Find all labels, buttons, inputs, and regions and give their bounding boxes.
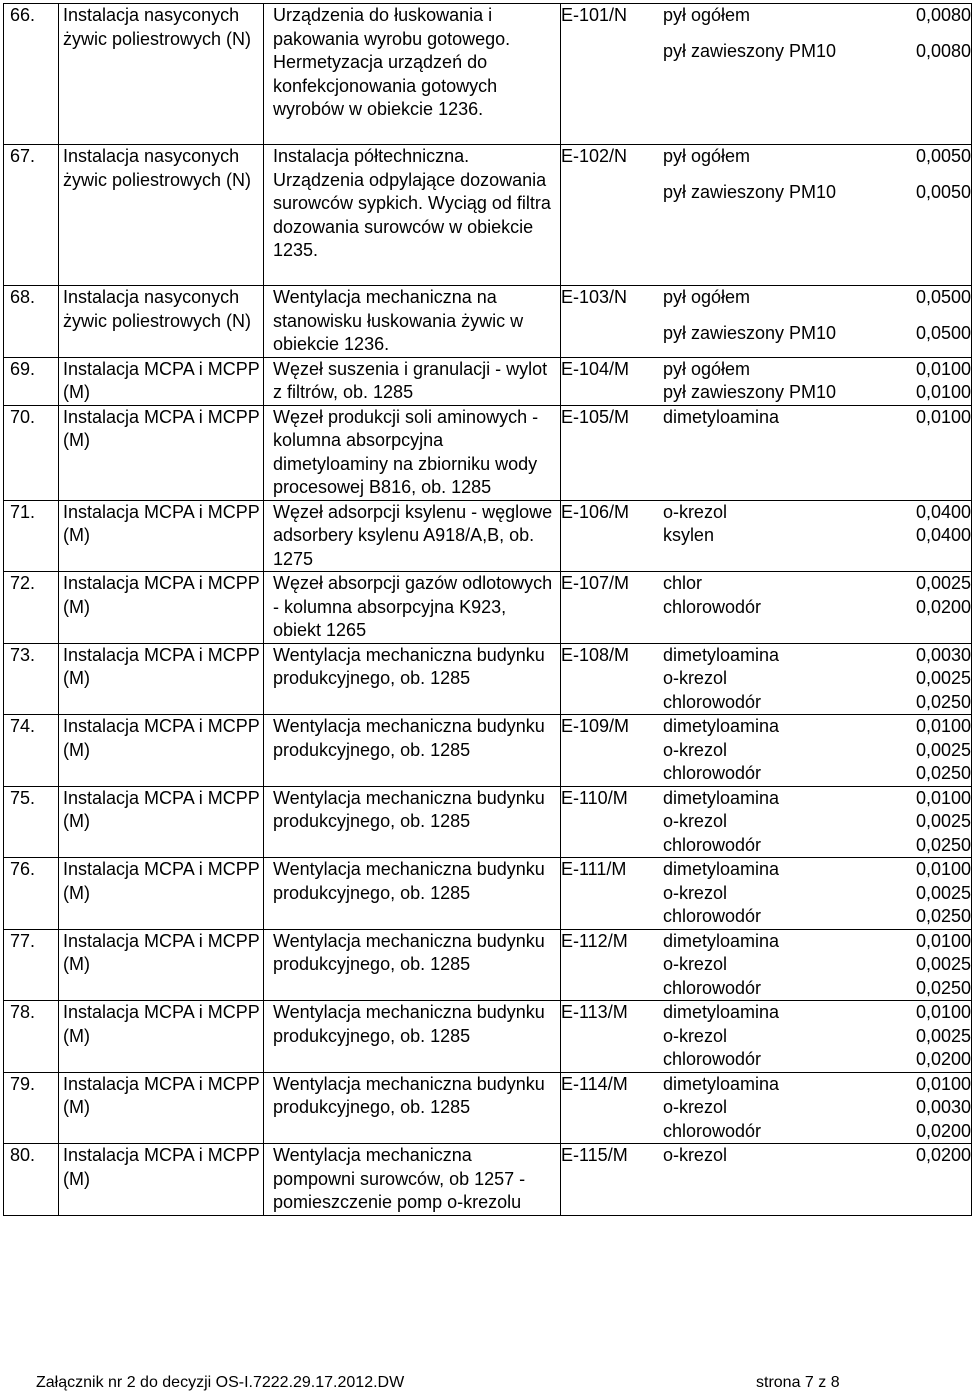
emission-value: 0,0250 bbox=[915, 763, 971, 783]
emitter-code: E-115/M bbox=[561, 1145, 628, 1165]
substance-row bbox=[561, 930, 971, 954]
emitter-substances bbox=[561, 286, 971, 345]
emitter-substances bbox=[561, 501, 971, 548]
emitter-code: E-109/M bbox=[561, 716, 630, 736]
row-number: 71. bbox=[4, 500, 59, 572]
row-number: 66. bbox=[4, 4, 59, 145]
table-row bbox=[4, 715, 972, 787]
substance-row bbox=[561, 4, 971, 28]
emission-value: 0,0025 bbox=[915, 668, 971, 688]
substance-row bbox=[561, 310, 971, 346]
emitter-cell bbox=[561, 145, 972, 286]
substance-name: chlor bbox=[662, 573, 702, 593]
substance-row bbox=[561, 381, 971, 405]
emission-source: Wentylacja mechaniczna budynku produkcyjnego, ob. 1285 bbox=[264, 858, 561, 930]
substance-row bbox=[561, 358, 971, 382]
emission-value: 0,0025 bbox=[915, 811, 971, 831]
emitter-code: E-111/M bbox=[561, 859, 627, 879]
substance-name: pył ogółem bbox=[662, 146, 750, 166]
row-number: 68. bbox=[4, 286, 59, 358]
emitter-code bbox=[561, 739, 663, 763]
emitter-code: E-104/M bbox=[561, 358, 630, 379]
substance-row bbox=[561, 691, 971, 715]
emitter-code bbox=[561, 834, 663, 858]
substance-name: dimetyloamina bbox=[662, 859, 779, 879]
substance-name: ksylen bbox=[662, 525, 714, 545]
row-number: 76. bbox=[4, 858, 59, 930]
substance-name: o-krezol bbox=[662, 668, 727, 688]
emitter-code bbox=[561, 169, 663, 205]
emission-value: 0,0200 bbox=[915, 596, 971, 617]
emission-table bbox=[3, 3, 972, 1216]
emitter-code bbox=[561, 381, 663, 405]
substance-row bbox=[561, 977, 971, 1001]
substance-name: pył zawieszony PM10 bbox=[662, 322, 837, 343]
emission-value: 0,0080 bbox=[915, 40, 971, 61]
emitter-substances bbox=[561, 1073, 971, 1144]
emitter-substances bbox=[561, 715, 971, 786]
emission-source: Wentylacja mechaniczna budynku produkcyjnego, ob. 1285 bbox=[264, 1001, 561, 1073]
footer-page-number: strona 7 z 8 bbox=[756, 1374, 840, 1391]
emission-value: 0,0250 bbox=[915, 977, 971, 998]
footer-decision-reference: Załącznik nr 2 do decyzji OS-I.7222.29.17.2012.DW bbox=[36, 1374, 405, 1391]
emitter-code bbox=[561, 667, 663, 691]
substance-row bbox=[561, 739, 971, 763]
emitter-substances bbox=[561, 787, 971, 858]
installation-name: Instalacja MCPA i MCPP (M) bbox=[59, 1144, 264, 1216]
emission-value: 0,0025 bbox=[915, 1025, 971, 1046]
emitter-code bbox=[561, 524, 663, 548]
row-number: 73. bbox=[4, 643, 59, 715]
substance-row bbox=[561, 1144, 971, 1168]
substance-row bbox=[561, 524, 971, 548]
emitter-cell bbox=[561, 286, 972, 358]
row-number: 75. bbox=[4, 786, 59, 858]
substance-name: chlorowodór bbox=[662, 977, 761, 998]
substance-name: o-krezol bbox=[662, 1145, 727, 1165]
substance-name: chlorowodór bbox=[662, 596, 761, 617]
emission-value: 0,0025 bbox=[915, 573, 971, 593]
emission-value: 0,0100 bbox=[915, 358, 971, 379]
substance-name: pył zawieszony PM10 bbox=[662, 181, 837, 202]
emission-source: Wentylacja mechaniczna budynku produkcyjnego, ob. 1285 bbox=[264, 715, 561, 787]
substance-name: dimetyloamina bbox=[662, 1073, 779, 1094]
emitter-substances bbox=[561, 858, 971, 929]
substance-row bbox=[561, 667, 971, 691]
emission-source: Wentylacja mechaniczna pompowni surowców, ob 1257 - pomieszczenie pomp o-krezolu bbox=[264, 1144, 561, 1216]
emitter-cell bbox=[561, 643, 972, 715]
substance-row bbox=[561, 572, 971, 596]
emission-value: 0,0100 bbox=[915, 930, 971, 951]
emission-value: 0,0030 bbox=[915, 1097, 971, 1117]
substance-name: pył ogółem bbox=[662, 287, 750, 307]
substance-name: dimetyloamina bbox=[662, 644, 779, 665]
installation-name: Instalacja MCPA i MCPP (M) bbox=[59, 1072, 264, 1144]
emission-value: 0,0250 bbox=[915, 691, 971, 712]
emission-value: 0,0100 bbox=[915, 716, 971, 736]
substance-name: dimetyloamina bbox=[662, 930, 779, 951]
row-number: 69. bbox=[4, 357, 59, 405]
emission-source: Wentylacja mechaniczna na stanowisku łuskowania żywic w obiekcie 1236. bbox=[264, 286, 561, 358]
substance-row bbox=[561, 501, 971, 525]
emitter-substances bbox=[561, 1001, 971, 1072]
substance-name: o-krezol bbox=[662, 954, 727, 974]
table-row bbox=[4, 405, 972, 500]
emitter-code bbox=[561, 310, 663, 346]
emission-value: 0,0025 bbox=[915, 882, 971, 903]
emitter-code: E-101/N bbox=[561, 5, 628, 25]
installation-name: Instalacja MCPA i MCPP (M) bbox=[59, 715, 264, 787]
emission-value: 0,0100 bbox=[915, 1002, 971, 1022]
row-number: 79. bbox=[4, 1072, 59, 1144]
emitter-cell bbox=[561, 786, 972, 858]
substance-name: dimetyloamina bbox=[662, 1002, 779, 1022]
emitter-code bbox=[561, 905, 663, 929]
substance-row bbox=[561, 28, 971, 64]
emitter-substances bbox=[561, 358, 971, 405]
substance-row bbox=[561, 953, 971, 977]
installation-name: Instalacja MCPA i MCPP (M) bbox=[59, 1001, 264, 1073]
substance-name: dimetyloamina bbox=[662, 716, 779, 736]
substance-name: chlorowodór bbox=[662, 1049, 761, 1069]
emitter-cell bbox=[561, 858, 972, 930]
emitter-substances bbox=[561, 145, 971, 204]
substance-row bbox=[561, 1025, 971, 1049]
installation-name: Instalacja nasyconych żywic poliestrowych (N) bbox=[59, 4, 264, 145]
emitter-code bbox=[561, 1096, 663, 1120]
installation-name: Instalacja MCPA i MCPP (M) bbox=[59, 572, 264, 644]
emission-table-body bbox=[4, 4, 972, 1216]
emitter-code bbox=[561, 1048, 663, 1072]
substance-row bbox=[561, 1001, 971, 1025]
substance-name: chlorowodór bbox=[662, 763, 761, 783]
substance-name: o-krezol bbox=[662, 811, 727, 831]
emitter-code: E-114/M bbox=[561, 1073, 628, 1094]
substance-name: o-krezol bbox=[662, 501, 727, 522]
emission-value: 0,0500 bbox=[915, 287, 971, 307]
emitter-code: E-105/M bbox=[561, 406, 630, 427]
emitter-cell bbox=[561, 715, 972, 787]
emitter-cell bbox=[561, 4, 972, 145]
installation-name: Instalacja MCPA i MCPP (M) bbox=[59, 357, 264, 405]
row-number: 74. bbox=[4, 715, 59, 787]
table-row bbox=[4, 858, 972, 930]
substance-row bbox=[561, 406, 971, 430]
emission-source: Węzeł absorpcji gazów odlotowych - kolumna absorpcyjna K923, obiekt 1265 bbox=[264, 572, 561, 644]
emission-value: 0,0050 bbox=[915, 181, 971, 202]
substance-name: pył ogółem bbox=[662, 358, 750, 379]
substance-name: o-krezol bbox=[662, 1097, 727, 1117]
emission-value: 0,0200 bbox=[915, 1145, 971, 1165]
emission-value: 0,0100 bbox=[915, 382, 971, 402]
emitter-code bbox=[561, 882, 663, 906]
installation-name: Instalacja nasyconych żywic poliestrowych (N) bbox=[59, 286, 264, 358]
row-number: 67. bbox=[4, 145, 59, 286]
row-number: 80. bbox=[4, 1144, 59, 1216]
substance-row bbox=[561, 145, 971, 169]
emitter-substances bbox=[561, 1144, 971, 1168]
table-row bbox=[4, 500, 972, 572]
emission-source: Węzeł adsorpcji ksylenu - węglowe adsorbery ksylenu A918/A,B, ob. 1275 bbox=[264, 500, 561, 572]
substance-row bbox=[561, 1048, 971, 1072]
emitter-substances bbox=[561, 644, 971, 715]
substance-row bbox=[561, 715, 971, 739]
emitter-cell bbox=[561, 500, 972, 572]
installation-name: Instalacja nasyconych żywic poliestrowych (N) bbox=[59, 145, 264, 286]
emitter-code bbox=[561, 762, 663, 786]
emission-source: Wentylacja mechaniczna budynku produkcyjnego, ob. 1285 bbox=[264, 786, 561, 858]
table-row bbox=[4, 1144, 972, 1216]
emission-value: 0,0030 bbox=[915, 644, 971, 665]
emitter-code: E-107/M bbox=[561, 573, 630, 593]
table-row bbox=[4, 572, 972, 644]
substance-name: chlorowodór bbox=[662, 906, 761, 926]
emission-source: Wentylacja mechaniczna budynku produkcyjnego, ob. 1285 bbox=[264, 643, 561, 715]
table-row bbox=[4, 1001, 972, 1073]
substance-name: o-krezol bbox=[662, 882, 727, 903]
emitter-cell bbox=[561, 1144, 972, 1216]
emission-value: 0,0200 bbox=[915, 1049, 971, 1069]
emitter-substances bbox=[561, 572, 971, 619]
emission-value: 0,0200 bbox=[915, 1120, 971, 1141]
emission-source: Wentylacja mechaniczna budynku produkcyjnego, ob. 1285 bbox=[264, 929, 561, 1001]
emission-value: 0,0100 bbox=[915, 1073, 971, 1094]
substance-name: o-krezol bbox=[662, 1025, 727, 1046]
table-row bbox=[4, 1072, 972, 1144]
emission-value: 0,0250 bbox=[915, 834, 971, 855]
substance-row bbox=[561, 882, 971, 906]
substance-name: o-krezol bbox=[662, 739, 727, 760]
substance-name: chlorowodór bbox=[662, 1120, 761, 1141]
table-row bbox=[4, 4, 972, 145]
substance-row bbox=[561, 905, 971, 929]
substance-name: pył zawieszony PM10 bbox=[662, 40, 837, 61]
emission-value: 0,0025 bbox=[915, 739, 971, 760]
substance-row bbox=[561, 762, 971, 786]
emission-source: Instalacja półtechniczna. Urządzenia odpylające dozowania surowców sypkich. Wyciąg od filtra dozowania surowców w obiekcie 1235. bbox=[264, 145, 561, 286]
emitter-code: E-106/M bbox=[561, 501, 630, 522]
substance-row bbox=[561, 644, 971, 668]
emitter-code bbox=[561, 977, 663, 1001]
substance-row bbox=[561, 1120, 971, 1144]
emitter-cell bbox=[561, 405, 972, 500]
emitter-code bbox=[561, 1025, 663, 1049]
substance-name: chlorowodór bbox=[662, 691, 761, 712]
substance-row bbox=[561, 169, 971, 205]
emitter-cell bbox=[561, 572, 972, 644]
emitter-code: E-108/M bbox=[561, 644, 630, 665]
substance-row bbox=[561, 810, 971, 834]
table-row bbox=[4, 357, 972, 405]
emission-source: Wentylacja mechaniczna budynku produkcyjnego, ob. 1285 bbox=[264, 1072, 561, 1144]
emitter-code bbox=[561, 953, 663, 977]
emission-source: Urządzenia do łuskowania i pakowania wyrobu gotowego. Hermetyzacja urządzeń do konfekcjonowania gotowych wyrobów w obiekcie 1236. bbox=[264, 4, 561, 145]
table-row bbox=[4, 145, 972, 286]
substance-row bbox=[561, 1073, 971, 1097]
emission-value: 0,0400 bbox=[915, 525, 971, 545]
table-row bbox=[4, 643, 972, 715]
emitter-cell bbox=[561, 357, 972, 405]
emitter-cell bbox=[561, 929, 972, 1001]
emission-value: 0,0100 bbox=[915, 859, 971, 879]
emitter-code: E-102/N bbox=[561, 146, 628, 166]
emission-value: 0,0100 bbox=[915, 406, 971, 427]
substance-row bbox=[561, 834, 971, 858]
substance-name: dimetyloamina bbox=[662, 406, 779, 427]
emission-value: 0,0025 bbox=[915, 954, 971, 974]
emitter-cell bbox=[561, 1001, 972, 1073]
substance-name: dimetyloamina bbox=[662, 787, 779, 808]
table-row bbox=[4, 929, 972, 1001]
row-number: 77. bbox=[4, 929, 59, 1001]
table-row bbox=[4, 286, 972, 358]
emission-value: 0,0080 bbox=[915, 5, 971, 25]
emitter-substances bbox=[561, 406, 971, 430]
emitter-code bbox=[561, 691, 663, 715]
emission-value: 0,0400 bbox=[915, 501, 971, 522]
emitter-substances bbox=[561, 4, 971, 63]
emission-value: 0,0100 bbox=[915, 787, 971, 808]
row-number: 70. bbox=[4, 405, 59, 500]
emitter-code: E-113/M bbox=[561, 1002, 628, 1022]
emitter-substances bbox=[561, 930, 971, 1001]
installation-name: Instalacja MCPA i MCPP (M) bbox=[59, 786, 264, 858]
emitter-code bbox=[561, 810, 663, 834]
substance-name: pył ogółem bbox=[662, 5, 750, 25]
emission-source: Węzeł produkcji soli aminowych - kolumna absorpcyjna dimetyloaminy na zbiorniku wody procesowej B816, ob. 1285 bbox=[264, 405, 561, 500]
installation-name: Instalacja MCPA i MCPP (M) bbox=[59, 929, 264, 1001]
emitter-code: E-110/M bbox=[561, 787, 628, 808]
table-row bbox=[4, 786, 972, 858]
substance-row bbox=[561, 787, 971, 811]
emitter-code bbox=[561, 596, 663, 620]
substance-name: pył zawieszony PM10 bbox=[662, 382, 837, 402]
emission-value: 0,0050 bbox=[915, 146, 971, 166]
substance-row bbox=[561, 1096, 971, 1120]
installation-name: Instalacja MCPA i MCPP (M) bbox=[59, 405, 264, 500]
emitter-code: E-112/M bbox=[561, 930, 628, 951]
emitter-cell bbox=[561, 1072, 972, 1144]
substance-row bbox=[561, 596, 971, 620]
substance-row bbox=[561, 286, 971, 310]
emitter-code bbox=[561, 28, 663, 64]
installation-name: Instalacja MCPA i MCPP (M) bbox=[59, 858, 264, 930]
emission-value: 0,0500 bbox=[915, 322, 971, 343]
emission-source: Węzeł suszenia i granulacji - wylot z filtrów, ob. 1285 bbox=[264, 357, 561, 405]
installation-name: Instalacja MCPA i MCPP (M) bbox=[59, 643, 264, 715]
emission-value: 0,0250 bbox=[915, 906, 971, 926]
substance-name: chlorowodór bbox=[662, 834, 761, 855]
substance-row bbox=[561, 858, 971, 882]
emitter-code bbox=[561, 1120, 663, 1144]
installation-name: Instalacja MCPA i MCPP (M) bbox=[59, 500, 264, 572]
emitter-code: E-103/N bbox=[561, 287, 628, 307]
row-number: 72. bbox=[4, 572, 59, 644]
row-number: 78. bbox=[4, 1001, 59, 1073]
